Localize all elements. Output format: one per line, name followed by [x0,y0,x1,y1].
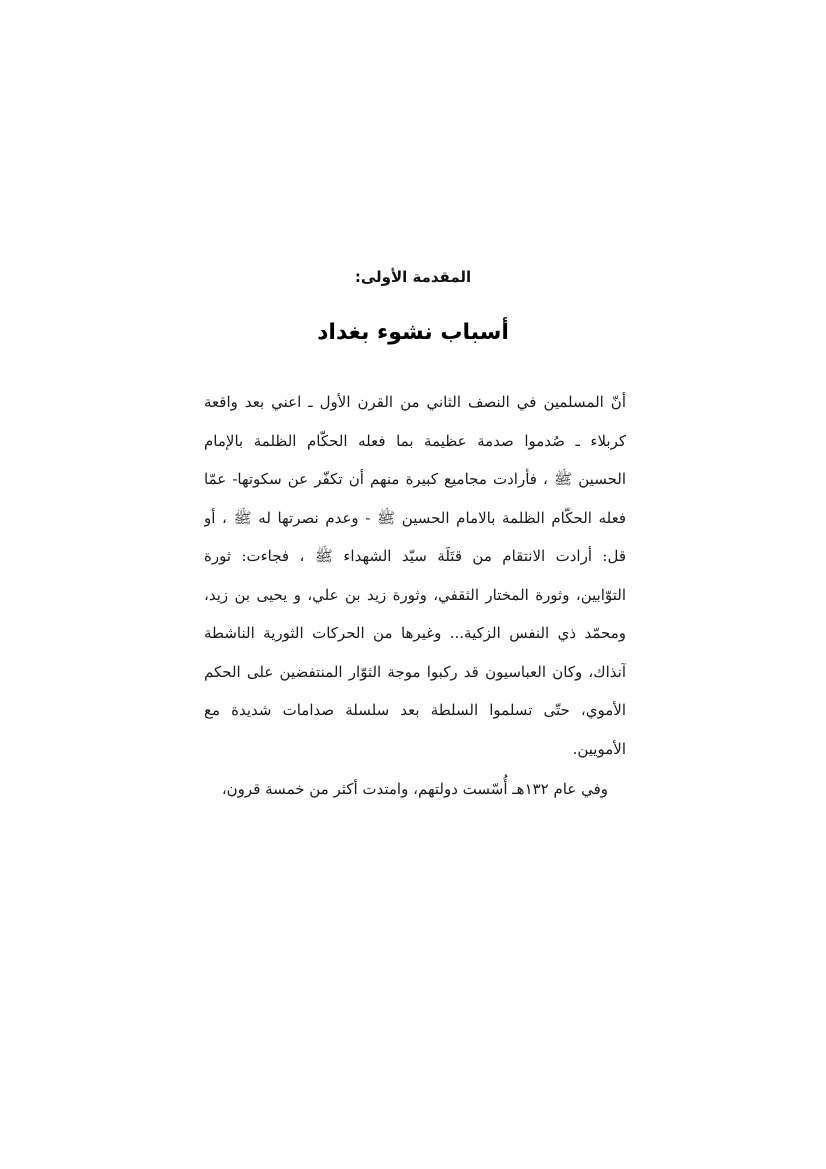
section-subheading: المقدمة الأولى: [354,268,472,286]
paragraph-1-line-9: الأموي، حتّى تسلموا السلطة بعد سلسلة صدامات شديدة مع [204,701,626,719]
paragraph-1-line-3: الحسين ﷺ ، فأرادت مجاميع كبيرة منهم أن تكفّر عن سكوتها- عمّا [204,470,626,488]
paragraph-1-line-7: ومحمّد ذي النفس الزكية... وغيرها من الحركات الثورية الناشطة [204,624,626,642]
paragraph-1-line-8: آنذاك، وكان العباسيون قد ركبوا موجة الثوّار المنتفضين على الحكم [204,662,626,681]
paragraph-1-line-10: الأمويين. [572,739,626,758]
paragraph-1-line-5: قل: أرادت الانتقام من قتَلَة سيّد الشهداء ﷺ ، فجاءت: ثورة [204,547,626,565]
paragraph-1-line-2: كربلاء ـ صُدموا صدمة عظيمة بما فعله الحكّام الظلمة بالإمام [204,431,626,450]
page-title: أسباب نشوء بغداد [317,320,509,345]
paragraph-1-line-6: التوّابين، وثورة المختار الثقفي، وثورة زيد بن علي، و يحيى بن زيد، [204,585,626,604]
paragraph-1-line-4: فعله الحكّام الظلمة بالامام الحسين ﷺ - وعدم نصرتها له ﷺ ، أو [204,508,626,527]
body-text [204,383,626,809]
paragraph-2-line-1: وفي عام ١٣٢هـ أُسّست دولتهم، وامتدت أكثر من خمسة قرون، [221,780,608,798]
paragraph-1-line-1: أنّ المسلمين في النصف الثاني من القرن الأول ـ اعني بعد واقعة [204,393,626,411]
